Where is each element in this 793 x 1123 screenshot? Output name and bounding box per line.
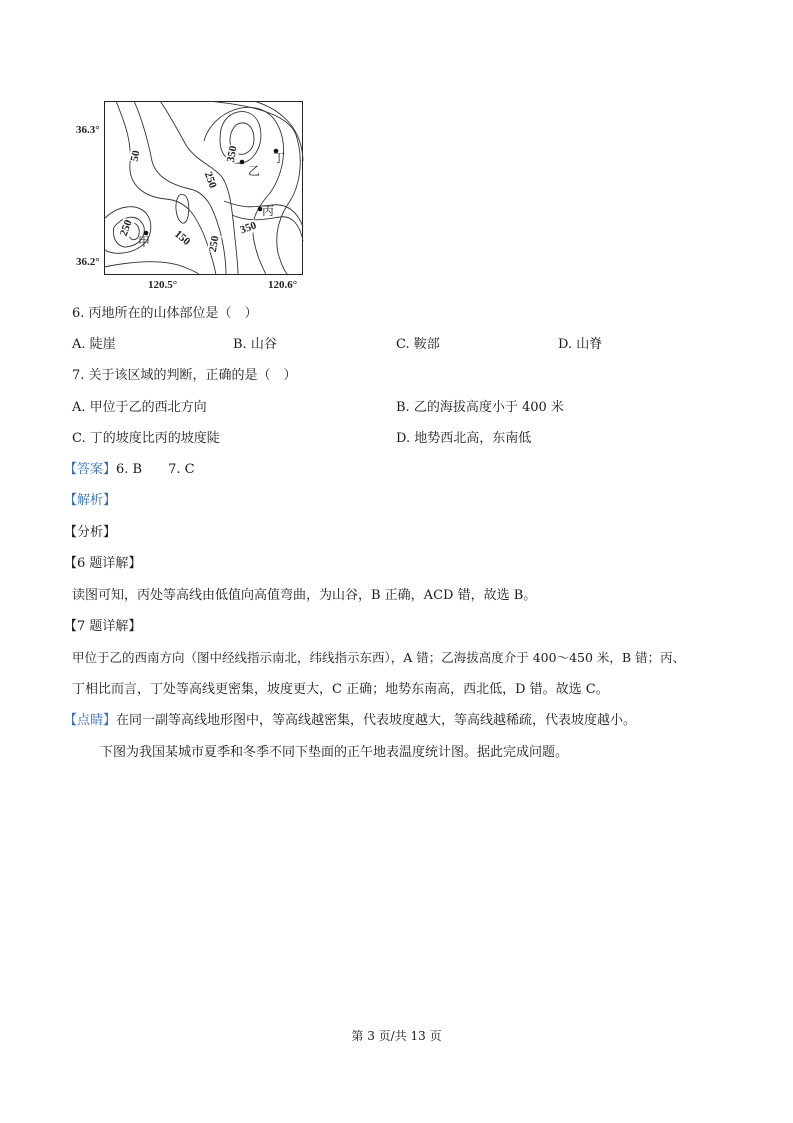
q7-option-a: A. 甲位于乙的西北方向 (72, 400, 207, 415)
next-question-intro: 下图为我国某城市夏季和冬季不同下垫面的正午地表温度统计图。据此完成问题。 (100, 745, 569, 760)
q6-option-c: C. 鞍部 (396, 337, 440, 352)
page-footer: 第 3 页/共 13 页 (351, 1029, 442, 1043)
q6-option-a: A. 陡崖 (72, 337, 116, 352)
contour-label: 50 (128, 149, 143, 163)
analysis-tag: 【解析】 (64, 493, 117, 508)
lon-label-left: 120.5° (148, 279, 178, 291)
answer-tag: 【答案】 (64, 462, 117, 477)
contour-line (160, 101, 238, 275)
contour-map (60, 96, 320, 296)
place-bing: 丙 (262, 204, 275, 218)
contour-label: 350 (238, 219, 259, 237)
contour-line (176, 194, 189, 223)
contour-label: 250 (117, 218, 135, 238)
q7-detail-line2: 丁相比而言，丁处等高线更密集，坡度更大，C 正确；地势东南高，西北低，D 错。故选 C。 (72, 682, 609, 697)
answer-line (64, 462, 195, 478)
q6-detail-tag: 【6 题详解】 (64, 556, 142, 571)
q7-option-b: B. 乙的海拔高度小于 400 米 (396, 400, 564, 415)
question-7-stem: 7. 关于该区域的判断，正确的是（ ） (72, 368, 297, 383)
place-ding: 丁 (273, 151, 286, 165)
fenxi-tag: 【分析】 (64, 525, 117, 540)
place-jia: 甲 (138, 235, 151, 249)
dianjing-tag: 【点睛】 (64, 713, 117, 728)
dianjing-text: 在同一副等高线地形图中，等高线越密集，代表坡度越大，等高线越稀疏，代表坡度越小。 (116, 713, 637, 728)
q7-detail-tag: 【7 题详解】 (64, 619, 142, 634)
contour-label: 150 (172, 228, 193, 248)
lon-label-right: 120.6° (268, 279, 298, 291)
contour-label: 250 (201, 170, 219, 190)
q6-option-b: B. 山谷 (233, 337, 277, 352)
contour-plot (104, 101, 304, 276)
q7-option-d: D. 地势西北高，东南低 (396, 431, 532, 446)
q7-detail-line1: 甲位于乙的西南方向（图中经线指示南北，纬线指示东西），A 错；乙海拔高度介于 400～450 米，B 错；丙、 (72, 650, 686, 665)
contour-line (116, 101, 216, 275)
q7-option-c: C. 丁的坡度比丙的坡度陡 (72, 431, 220, 446)
q6-detail-text: 读图可知，丙处等高线由低值向高值弯曲，为山谷，B 正确，ACD 错，故选 B。 (72, 588, 537, 603)
contour-label: 250 (206, 234, 222, 254)
contour-line (104, 262, 200, 275)
lat-label-bottom: 36.2° (76, 256, 100, 268)
dianjing-line (64, 713, 636, 729)
contour-label: 350 (224, 144, 240, 164)
point-yi-marker (240, 160, 245, 165)
place-yi: 乙 (248, 164, 261, 178)
question-6-stem: 6. 丙地所在的山体部位是（ ） (72, 306, 258, 321)
q6-option-d: D. 山脊 (558, 337, 603, 352)
lat-label-top: 36.3° (76, 124, 100, 136)
answer-text: 6. B 7. C (116, 462, 195, 477)
